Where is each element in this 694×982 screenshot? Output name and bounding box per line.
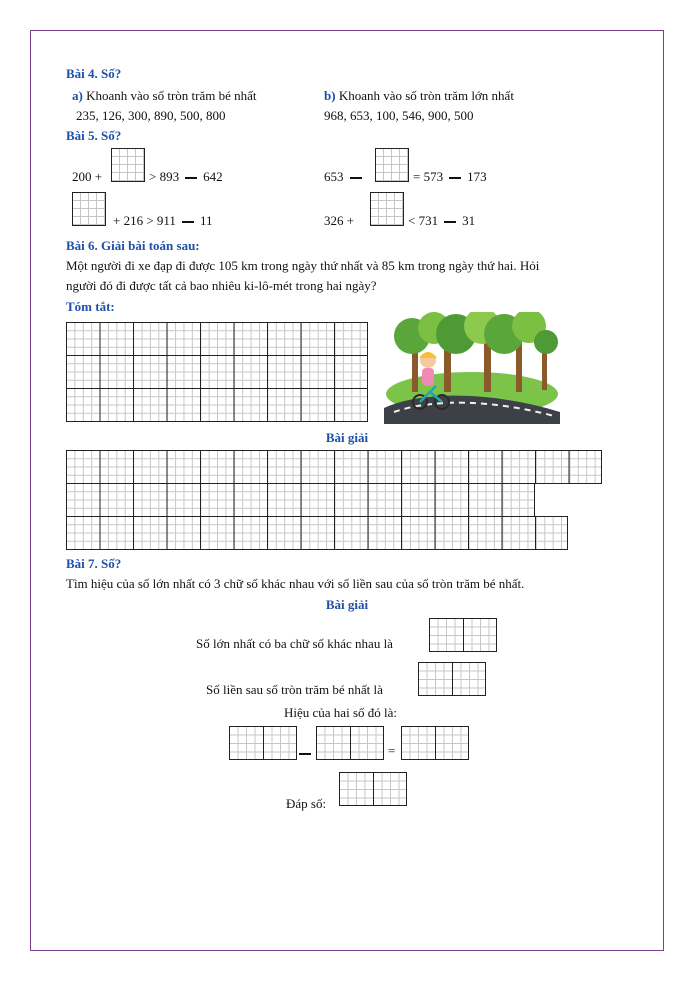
minus-sign — [299, 753, 311, 755]
bai4-title: Bài 4. Số? — [66, 66, 122, 81]
equals-sign: = — [388, 743, 396, 758]
bai6-solution-label: Bài giải — [325, 430, 369, 445]
bai7-problem: Tìm hiệu của số lớn nhất có 3 chữ số khác nhau với số liền sau của số tròn trăm bé nhất. — [66, 576, 525, 591]
bai7-line3: Hiệu của hai số đó là: — [284, 705, 397, 720]
bai7-subtrahend-box[interactable] — [316, 726, 384, 760]
bai5-eq2-right-text: = 573 — [413, 169, 444, 184]
bai5-eq2-box[interactable] — [375, 148, 409, 182]
minus-sign — [182, 221, 194, 223]
bai7-answer-box[interactable] — [339, 772, 407, 806]
bai7-line1-box[interactable] — [429, 618, 497, 652]
bai5-eq4-right — [408, 213, 475, 229]
bai5-eq2-right — [413, 169, 487, 185]
bai7-line2: Số liền sau số tròn trăm bé nhất là — [206, 682, 383, 697]
bai7-line1: Số lớn nhất có ba chữ số khác nhau là — [196, 636, 393, 651]
bai5-eq4-right-text: < 731 — [408, 213, 439, 228]
bai6-summary-label: Tóm tắt: — [66, 299, 115, 314]
cyclist-illustration — [384, 312, 560, 424]
bai6-problem-line1: Một người đi xe đạp đi được 105 km trong ngày thứ nhất và 85 km trong ngày thứ hai. Hỏi — [66, 258, 540, 273]
bai5-eq2-end: 173 — [467, 169, 487, 184]
bai4-b-numbers: 968, 653, 100, 546, 900, 500 — [324, 108, 474, 123]
bai7-solution-label: Bài giải — [325, 597, 369, 612]
bai4-b-text: Khoanh vào số tròn trăm lớn nhất — [338, 88, 514, 103]
bai4-a-label: a) — [72, 88, 83, 103]
bai4-b-label: b) — [324, 88, 336, 103]
bai6-title: Bài 6. Giải bài toán sau: — [66, 238, 200, 253]
solution-grid-row3[interactable] — [66, 516, 568, 550]
bai6-problem-line2: người đó đi được tất cả bao nhiêu ki-lô-mét trong hai ngày? — [66, 278, 377, 293]
bai5-eq1-right-text: > 893 — [149, 169, 180, 184]
bai7-minuend-box[interactable] — [229, 726, 297, 760]
bai4-a — [72, 88, 257, 104]
bai5-eq4-end: 31 — [462, 213, 476, 228]
bai7-line2-box[interactable] — [418, 662, 486, 696]
bai5-eq3-box[interactable] — [72, 192, 106, 226]
bai5-eq3-right-text: + 216 > 911 — [113, 213, 176, 228]
solution-grid-row2[interactable] — [66, 483, 535, 517]
bai7-answer-label: Đáp số: — [286, 796, 327, 811]
bai7-result-box[interactable] — [401, 726, 469, 760]
bai5-eq2-left — [324, 169, 368, 185]
bai5-eq1-end: 642 — [203, 169, 223, 184]
bai4-a-text: Khoanh vào số tròn trăm bé nhất — [86, 88, 257, 103]
minus-sign — [185, 177, 197, 179]
bai5-eq1-box[interactable] — [111, 148, 145, 182]
bai5-eq2-left-text: 653 — [324, 169, 344, 184]
solution-grid-row1[interactable] — [66, 450, 602, 484]
minus-sign — [444, 221, 456, 223]
minus-sign — [350, 177, 362, 179]
bai5-eq1-right — [149, 169, 223, 185]
bai5-eq1-left: 200 + — [72, 169, 103, 184]
summary-writing-grid[interactable] — [66, 322, 368, 422]
bai5-title: Bài 5. Số? — [66, 128, 122, 143]
bai4-b — [324, 88, 514, 104]
minus-sign — [449, 177, 461, 179]
bai4-a-numbers: 235, 126, 300, 890, 500, 800 — [76, 108, 226, 123]
bai5-eq4-box[interactable] — [370, 192, 404, 226]
bai5-eq4-left: 326 + — [324, 213, 355, 228]
bai5-eq3-right — [113, 213, 212, 229]
bai7-title: Bài 7. Số? — [66, 556, 122, 571]
bai5-eq3-end: 11 — [199, 213, 213, 228]
